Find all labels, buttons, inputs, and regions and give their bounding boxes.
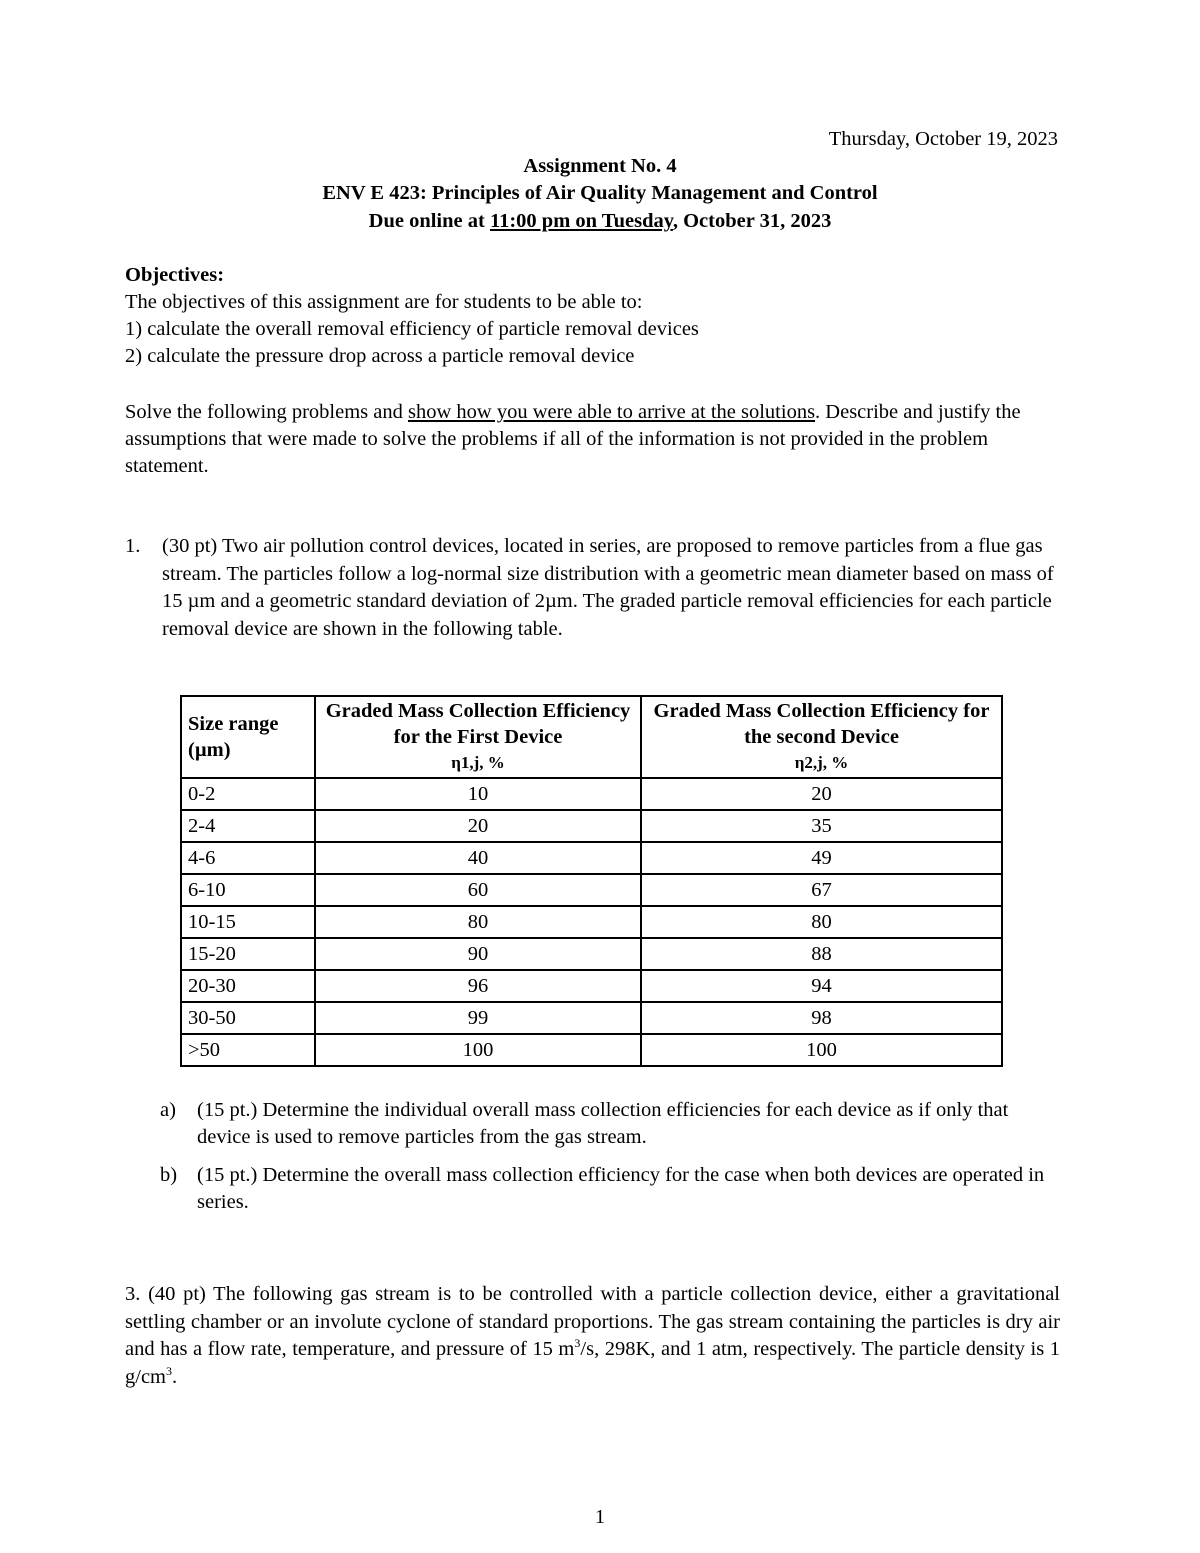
cell-first-device: 100 xyxy=(315,1034,641,1066)
cell-second-device: 100 xyxy=(641,1034,1002,1066)
table-row xyxy=(181,1034,1002,1066)
instructions-emphasis: show how you were able to arrive at the solutions xyxy=(407,401,816,423)
subquestion-b xyxy=(160,1162,1060,1216)
subquestion-label: b) xyxy=(160,1164,178,1186)
due-time: 11:00 pm on Tuesday xyxy=(489,210,673,232)
due-prefix: Due online at xyxy=(368,210,490,232)
subquestion-text: (15 pt.) Determine the overall mass collection efficiency for the case when both devices are operated in series. xyxy=(197,1164,1045,1213)
course-title: ENV E 423: Principles of Air Quality Management and Control xyxy=(322,182,878,204)
table-row xyxy=(181,874,1002,906)
cell-size: >50 xyxy=(181,1034,315,1066)
cell-first-device: 90 xyxy=(315,938,641,970)
cell-second-device: 80 xyxy=(641,906,1002,938)
cell-first-device: 99 xyxy=(315,1002,641,1034)
page-number: 1 xyxy=(594,1506,606,1528)
cell-first-device: 10 xyxy=(315,778,641,810)
cell-size: 30-50 xyxy=(181,1002,315,1034)
eta-2-symbol: η2,j, % xyxy=(794,753,849,772)
cell-first-device: 20 xyxy=(315,810,641,842)
subquestion-text: (15 pt.) Determine the individual overall mass collection efficiencies for each device as if only that device is used to remove particles from the gas stream. xyxy=(197,1099,1009,1148)
objectives-heading: Objectives: xyxy=(125,264,225,286)
cell-size: 0-2 xyxy=(181,778,315,810)
cell-second-device: 98 xyxy=(641,1002,1002,1034)
question-3: 3. (40 pt) The following gas stream is to be controlled with a particle collection device, either a gravitational settling chamber or an involute cyclone of standard proportions. The gas stream containing the particles is dry air and has a flow rate, temperature, and pressure of 15 $m^3/s$, 298K, and 1 atm, respectively. The particle density is 1 $g/cm^3$. xyxy=(125,1283,1061,1388)
subquestion-label: a) xyxy=(160,1099,176,1121)
cell-second-device: 20 xyxy=(641,778,1002,810)
cell-first-device: 80 xyxy=(315,906,641,938)
cell-second-device: 88 xyxy=(641,938,1002,970)
objectives-intro: The objectives of this assignment are for students to be able to: xyxy=(125,291,643,313)
cell-size: 20-30 xyxy=(181,970,315,1002)
question-1-text: (30 pt) Two air pollution control devices, located in series, are proposed to remove particles from a flue gas stream. The particles follow a log-normal size distribution with a geometric mean diameter based on mass of 15 µm and a geometric standard deviation of 2µm. The graded particle removal efficiencies for each particle removal device are shown in the following table. xyxy=(162,535,1054,640)
objective-item: 2) calculate the pressure drop across a particle removal device xyxy=(125,345,635,367)
efficiency-table xyxy=(180,695,1003,1067)
table-row xyxy=(181,810,1002,842)
cell-second-device: 49 xyxy=(641,842,1002,874)
table-header-row xyxy=(181,696,1002,778)
cell-size: 4-6 xyxy=(181,842,315,874)
subquestion-a xyxy=(160,1097,1060,1151)
cell-first-device: 96 xyxy=(315,970,641,1002)
instructions-suffix: . Describe and justify the assumptions that were made to solve the problems if all of the information is not provided in the problem statement. xyxy=(125,401,1021,477)
table-row xyxy=(181,778,1002,810)
cell-size: 2-4 xyxy=(181,810,315,842)
due-suffix: , October 31, 2023 xyxy=(672,210,832,232)
table-row xyxy=(181,970,1002,1002)
cell-size: 6-10 xyxy=(181,874,315,906)
header-size-range: Size range (µm) xyxy=(181,696,315,778)
table-row xyxy=(181,938,1002,970)
header-second-device: Graded Mass Collection Efficiency for the second Device η2,j, % xyxy=(641,696,1002,778)
cell-second-device: 35 xyxy=(641,810,1002,842)
objective-item: 1) calculate the overall removal efficiency of particle removal devices xyxy=(125,318,699,340)
cell-first-device: 40 xyxy=(315,842,641,874)
table-row xyxy=(181,1002,1002,1034)
due-date-line xyxy=(0,210,1200,233)
cell-second-device: 67 xyxy=(641,874,1002,906)
cell-second-device: 94 xyxy=(641,970,1002,1002)
assignment-title: Assignment No. 4 xyxy=(523,155,677,177)
document-date: Thursday, October 19, 2023 xyxy=(828,128,1058,150)
cell-size: 10-15 xyxy=(181,906,315,938)
header-first-device: Graded Mass Collection Efficiency for the First Device η1,j, % xyxy=(315,696,641,778)
cell-first-device: 60 xyxy=(315,874,641,906)
cell-size: 15-20 xyxy=(181,938,315,970)
table-row xyxy=(181,906,1002,938)
eta-1-symbol: η1,j, % xyxy=(451,753,505,772)
instructions-paragraph xyxy=(125,399,1060,480)
instructions-prefix: Solve the following problems and xyxy=(125,401,408,423)
table-row xyxy=(181,842,1002,874)
question-1 xyxy=(125,533,1060,643)
question-1-number: 1. xyxy=(125,535,141,557)
